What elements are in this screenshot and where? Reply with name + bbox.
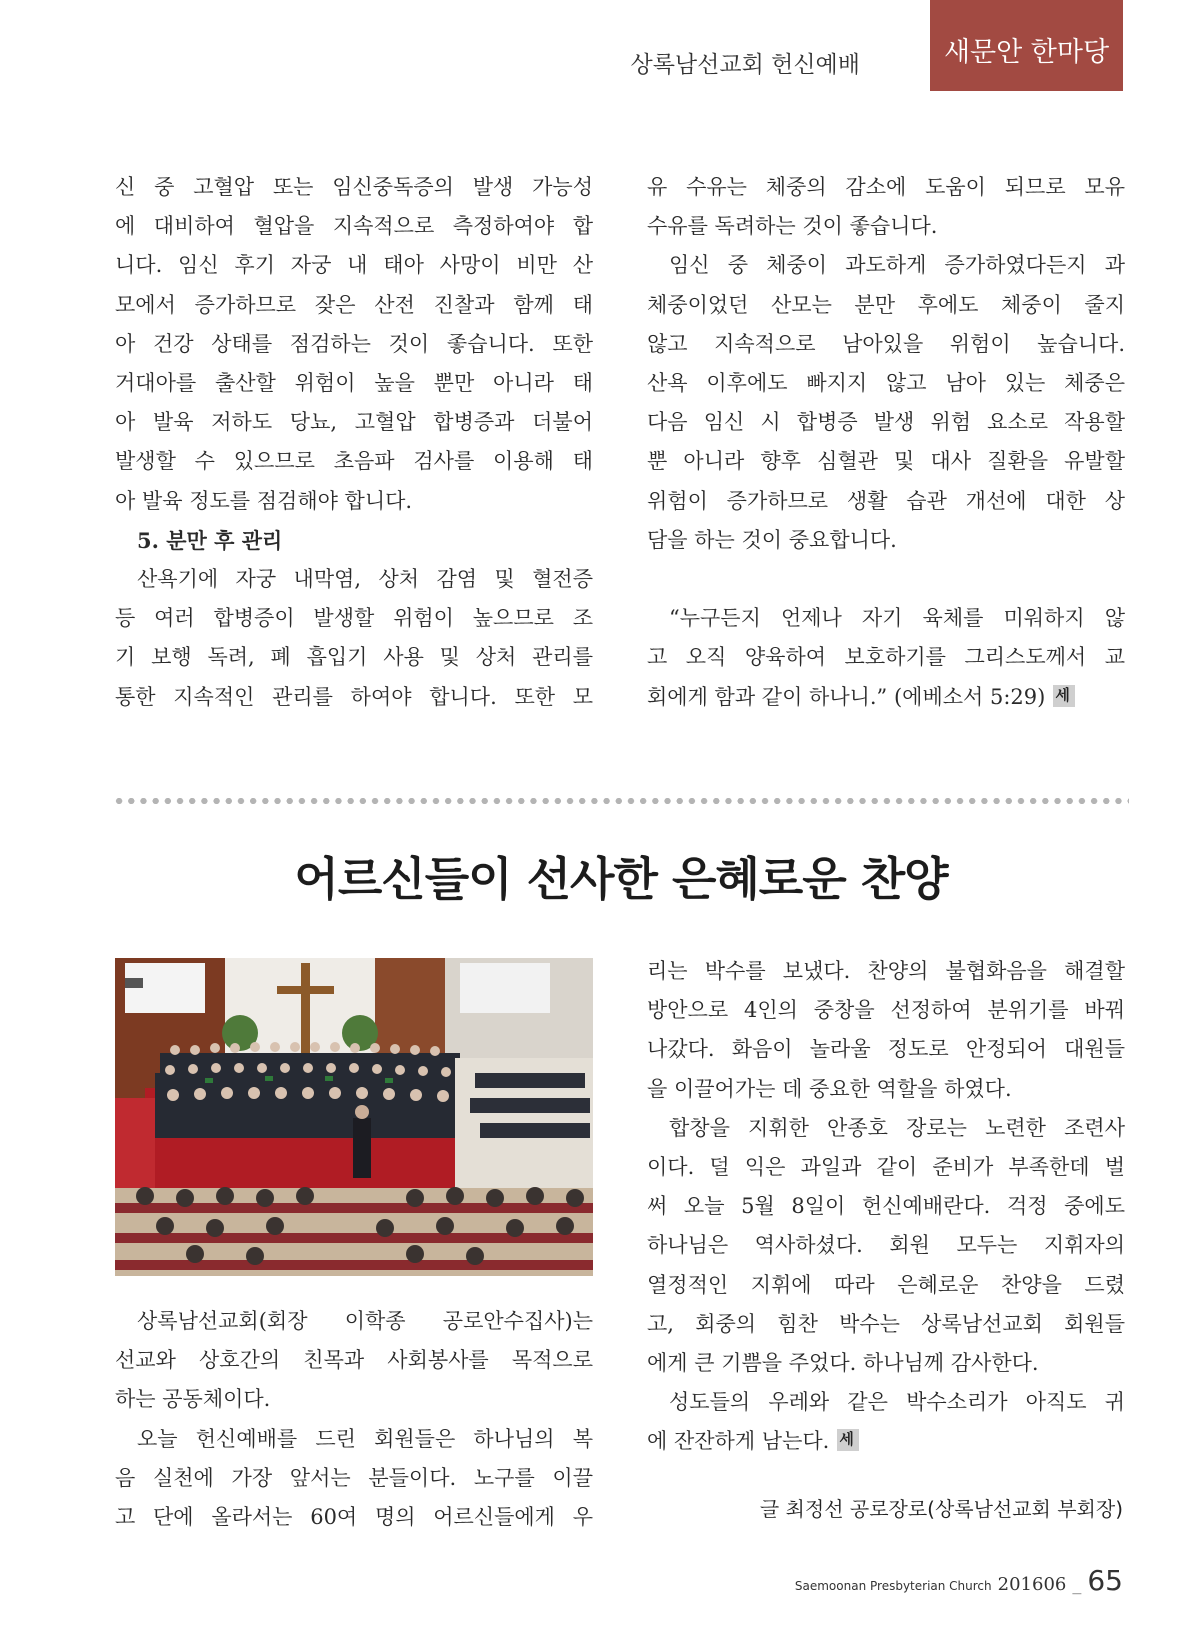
- section-tab-label: 새문안 한마당: [943, 37, 1110, 68]
- footer-issue: 201606: [997, 1574, 1067, 1595]
- text-line: 리는 박수를 보냈다. 찬양의 불협화음을 해결할: [647, 959, 1125, 983]
- text-line: 거대아를 출산할 위험이 높을 뿐만 아니라 태: [115, 371, 593, 396]
- text-line: 아 발육 저하도 당뇨, 고혈압 합병증과 더불어: [115, 410, 593, 435]
- choir-photo: [115, 958, 593, 1276]
- header-subtitle: 상록남선교회 헌신예배: [630, 52, 860, 78]
- top-right-column: [647, 168, 1125, 717]
- text-line: 아 발육 정도를 점검해야 합니다.: [115, 488, 413, 513]
- text-line: 체중이었던 산모는 분만 후에도 체중이 줄지: [647, 292, 1125, 317]
- text-line: 신 중 고혈압 또는 임신중독증의 발생 가능성: [115, 175, 593, 199]
- text-line: 유 수유는 체중의 감소에 도움이 되므로 모유: [647, 175, 1125, 199]
- text-line: 이다. 덜 익은 과일과 같이 준비가 부족한데 벌: [647, 1155, 1125, 1180]
- text-line: 고 단에 올라서는 60여 명의 어르신들에게 우: [115, 1505, 593, 1530]
- footer-church-name: Saemoonan Presbyterian Church: [794, 1579, 992, 1593]
- text-line: 나갔다. 화음이 놀라울 정도로 안정되어 대원들: [647, 1037, 1125, 1062]
- text-line: 열정적인 지휘에 따라 은혜로운 찬양을 드렸: [647, 1272, 1125, 1297]
- byline: 글 최정선 공로장로(상록남선교회 부회장): [759, 1497, 1123, 1521]
- text-line: 모에서 증가하므로 잦은 산전 진찰과 함께 태: [115, 292, 593, 317]
- text-line: 기 보행 독려, 폐 흡입기 사용 및 상처 관리를: [115, 645, 593, 670]
- page-number: 65: [1087, 1564, 1123, 1597]
- text-line: 상록남선교회(회장 이학종 공로안수집사)는: [137, 1309, 593, 1333]
- text-line: 선교와 상호간의 친목과 사회봉사를 목적으로: [115, 1348, 593, 1373]
- quote-line: 회에게 함과 같이 하나니.” (에베소서 5:29): [647, 684, 1046, 709]
- end-mark-icon: [1053, 685, 1075, 707]
- article-title: 어르신들이 선사한 은혜로운 찬양: [294, 852, 948, 906]
- text-line: 고, 회중의 힘찬 박수는 상록남선교회 회원들: [647, 1311, 1125, 1336]
- text-line: 방안으로 4인의 중창을 선정하여 분위기를 바꿔: [647, 998, 1125, 1023]
- quote-line: 고 오직 양육하여 보호하기를 그리스도께서 교: [647, 645, 1125, 670]
- text-line: 에 대비하여 혈압을 지속적으로 측정하여야 합: [115, 214, 593, 239]
- text-line: 산욕 이후에도 빠지지 않고 남아 있는 체중은: [647, 371, 1125, 396]
- article-left-column: [115, 1302, 593, 1537]
- text-line-end: [647, 1422, 1125, 1461]
- section-divider: [113, 797, 1129, 805]
- text-line: 아 건강 상태를 점검하는 것이 좋습니다. 또한: [115, 331, 593, 356]
- end-mark-icon: [837, 1429, 859, 1451]
- text-line: 오늘 헌신예배를 드린 회원들은 하나님의 복: [137, 1426, 593, 1451]
- article-right-column: [647, 952, 1125, 1462]
- text-line: 써 오늘 5월 8일이 헌신예배란다. 걱정 중에도: [647, 1194, 1125, 1219]
- text-line: 에게 큰 기쁨을 주었다. 하나님께 감사한다.: [647, 1351, 1039, 1376]
- page-footer: [795, 1564, 1123, 1597]
- text-line: 임신 중 체중이 과도하게 증가하였다든지 과: [669, 253, 1125, 278]
- text-line: 위험이 증가하므로 생활 습관 개선에 대한 상: [647, 488, 1125, 513]
- spacer: [647, 560, 1125, 599]
- text-line: 성도들의 우레와 같은 박수소리가 아직도 귀: [669, 1390, 1125, 1415]
- text-line: 하는 공동체이다.: [115, 1387, 271, 1412]
- text-line: 않고 지속적으로 남아있을 위험이 높습니다.: [647, 331, 1125, 356]
- text-line: 음 실천에 가장 앞서는 분들이다. 노구를 이끌: [115, 1465, 593, 1490]
- choir-photo-illustration: [115, 958, 593, 1276]
- text-line: 다음 임신 시 합병증 발생 위험 요소로 작용할: [647, 410, 1125, 435]
- text-line: 하나님은 역사하셨다. 회원 모두는 지휘자의: [647, 1233, 1125, 1258]
- text-line: 등 여러 합병증이 발생할 위험이 높으므로 조: [115, 606, 593, 631]
- text-line: 산욕기에 자궁 내막염, 상처 감염 및 혈전증: [137, 567, 593, 592]
- text-line: 뿐 아니라 향후 심혈관 및 대사 질환을 유발할: [647, 449, 1125, 474]
- text-line: 발생할 수 있으므로 초음파 검사를 이용해 태: [115, 449, 593, 474]
- top-left-column: [115, 168, 593, 717]
- text-line: 통한 지속적인 관리를 하여야 합니다. 또한 모: [115, 684, 593, 709]
- text-line: 담을 하는 것이 중요합니다.: [647, 527, 897, 552]
- section-heading: 5. 분만 후 관리: [137, 527, 283, 553]
- text-line: 합창을 지휘한 안종호 장로는 노련한 조련사: [669, 1115, 1125, 1140]
- footer-separator: _: [1072, 1574, 1082, 1595]
- text-line: 을 이끌어가는 데 중요한 역할을 하였다.: [647, 1076, 1012, 1101]
- quote-line-end: [647, 678, 1125, 717]
- text-line: 수유를 독려하는 것이 좋습니다.: [647, 214, 938, 239]
- text-line: 에 잔잔하게 남는다.: [647, 1429, 830, 1454]
- text-line: 니다. 임신 후기 자궁 내 태아 사망이 비만 산: [115, 253, 593, 278]
- section-tab: [930, 0, 1123, 91]
- quote-line: “누구든지 언제나 자기 육체를 미워하지 않: [669, 606, 1125, 631]
